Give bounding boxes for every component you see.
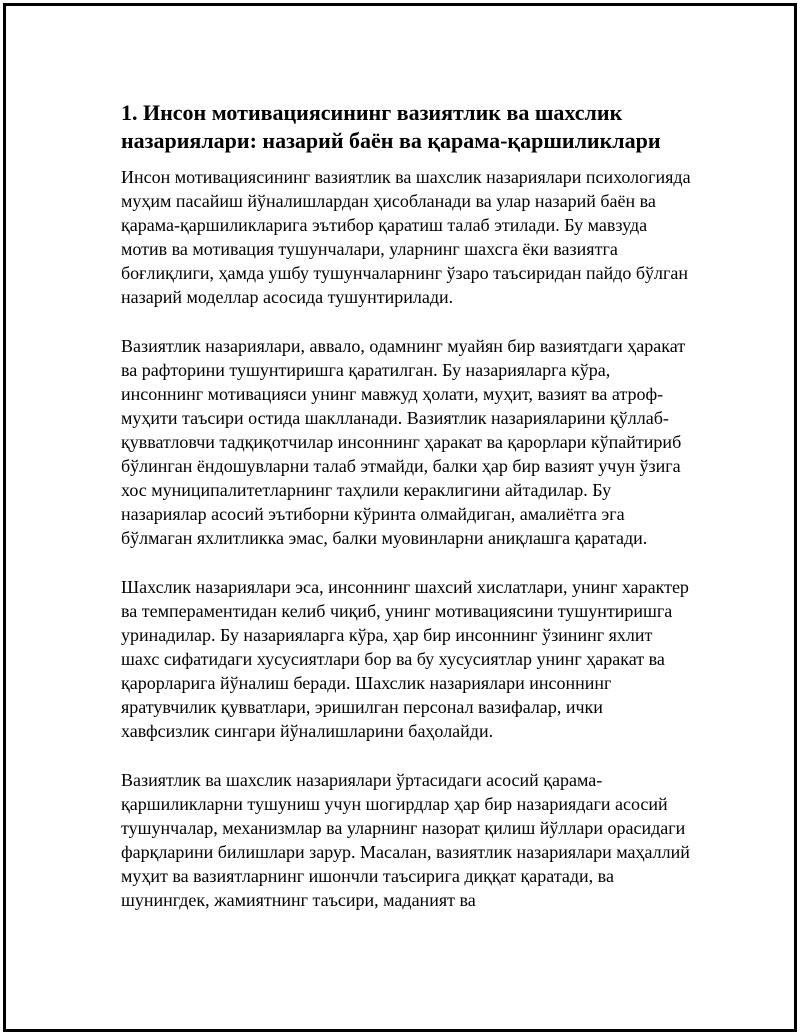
- document-body: [121, 99, 691, 937]
- paragraph-situational-theories: Вазиятлик назариялари, аввало, одамнинг муайян бир вазиятдаги ҳаракат ва рафторини тушунтиришга қаратилган. Бу назарияларга кўра, инсоннинг мотивацияси унинг мавжуд ҳолати, муҳит, вазият ва атроф-муҳити таъсири остида шаклланади. Вазиятлик назарияларини қўллаб-қувватловчи тадқиқотчилар инсоннинг ҳаракат ва қарорлари кўпайтириб бўлинган ёндошувларни талаб этмайди, балки ҳар бир вазият учун ўзига хос муниципалитетларнинг таҳлили кераклигини айтадилар. Бу назариялар асосий эътиборни кўринта олмайдиган, амалиётга эга бўлмаган яхлитликка эмас, балки муовинларни аниқлашга қаратади.: [121, 336, 686, 548]
- section-heading: 1. Инсон мотивациясининг вазиятлик ва шахслик назариялари: назарий баён ва қарама-қаршиликлари: [121, 100, 661, 153]
- paragraph-contradictions: Вазиятлик ва шахслик назариялари ўртасидаги асосий қарама-қаршиликларни тушуниш учун шогирдлар ҳар бир назариядаги асосий тушунчалар, механизмлар ва уларнинг назорат қилиш йўллари орасидаги фарқларини билишлари зарур. Масалан, вазиятлик назариялари маҳаллий муҳит ва вазиятларнинг ишончли таъсирига диққат қаратади, ва шунингдек, жамиятнинг таъсири, маданият ва: [121, 770, 690, 910]
- paragraph-personality-theories: Шахслик назариялари эса, инсоннинг шахсий хислатлари, унинг характер ва темпераментидан келиб чиқиб, унинг мотивациясини тушунтиришга уринадилар. Бу назарияларга кўра, ҳар бир инсоннинг ўзининг яхлит шахс сифатидаги хусусиятлари бор ва бу хусусиятлар унинг ҳаракат ва қарорларига йўналиш беради. Шахслик назариялари инсоннинг яратувчилик қувватлари, эришилган персонал вазифалар, ички хавфсизлик сингари йўналишларини баҳолайди.: [121, 577, 689, 741]
- page-frame: [3, 3, 797, 1032]
- paragraph-intro: Инсон мотивациясининг вазиятлик ва шахслик назариялари психологияда муҳим пасайиш йўналишлардан ҳисобланади ва улар назарий баён ва қарама-қаршиликларига эътибор қаратиш талаб этилади. Бу мавзуда мотив ва мотивация тушунчалари, уларнинг шахсга ёки вазиятга боғлиқлиги, ҳамда ушбу тушунчаларнинг ўзаро таъсиридан пайдо бўлган назарий моделлар асосида тушунтирилади.: [121, 167, 691, 307]
